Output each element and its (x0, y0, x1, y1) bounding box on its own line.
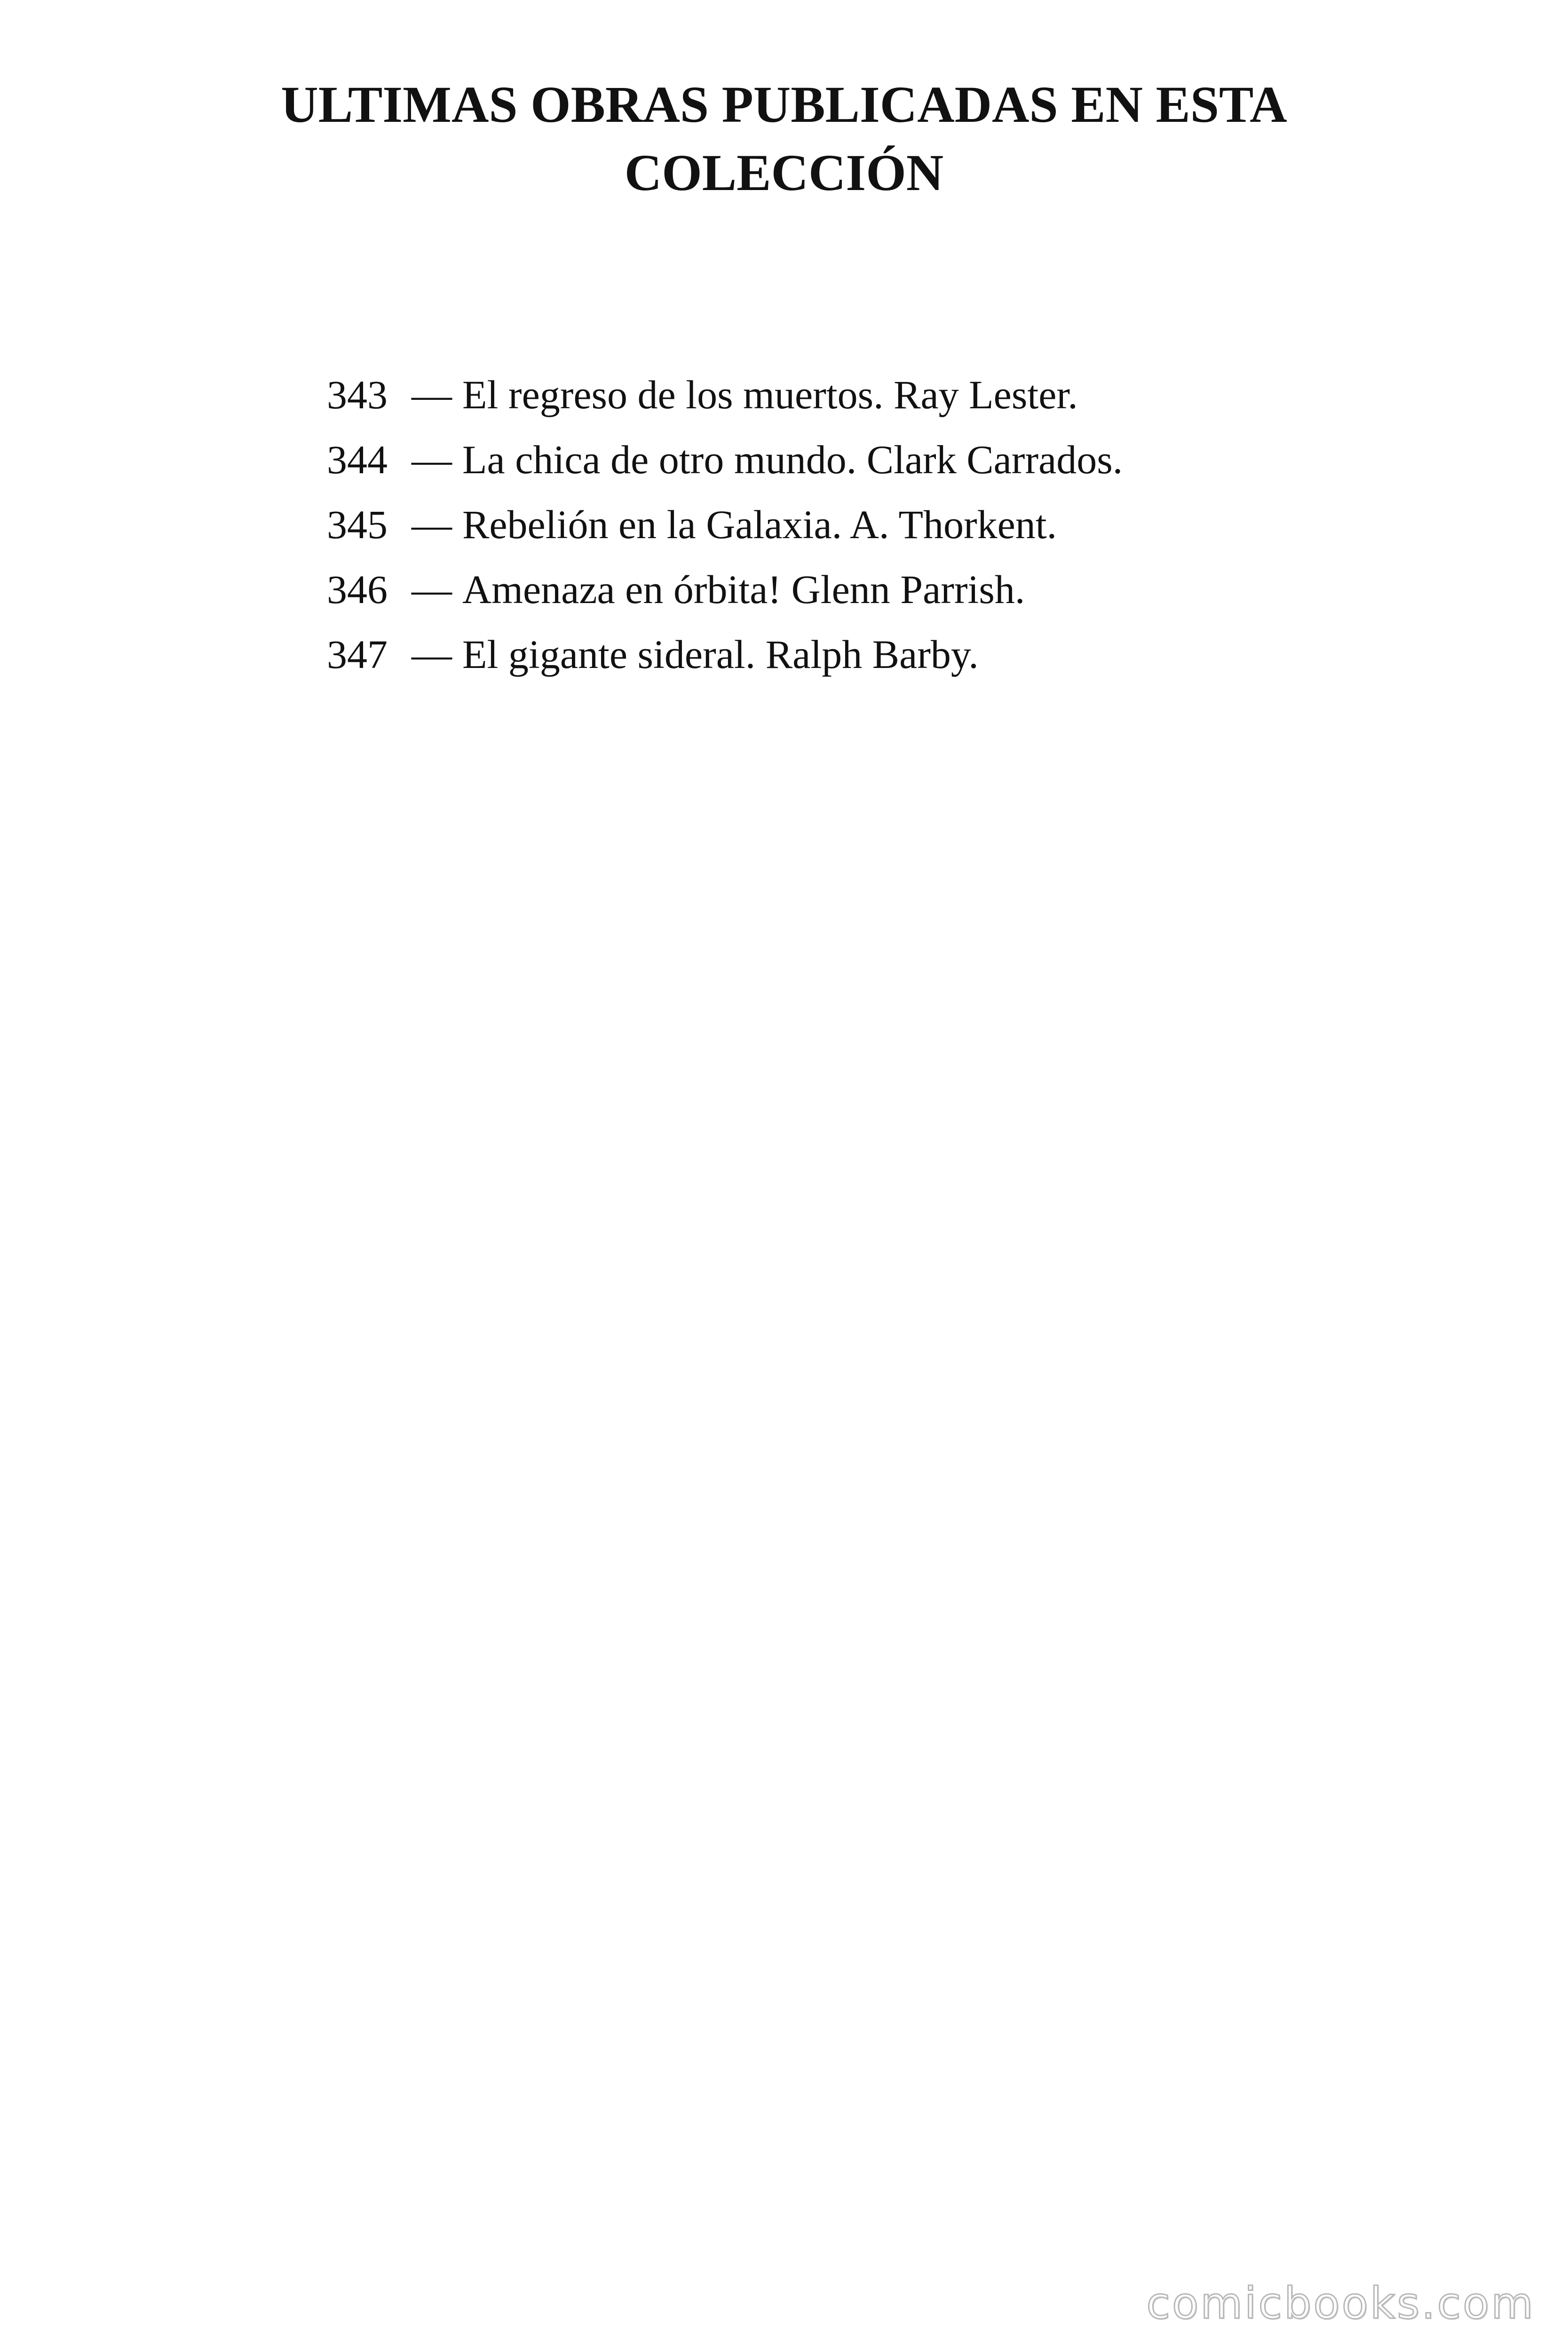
list-item (327, 557, 1123, 622)
title-line-1: ULTIMAS OBRAS PUBLICADAS EN ESTA (281, 76, 1287, 133)
entry-dash: — (412, 437, 452, 482)
entry-number: 343 (327, 372, 388, 417)
title-line-2: COLECCIÓN (624, 144, 944, 201)
entry-title-author: Rebelión en la Galaxia. A. Thorkent. (462, 502, 1057, 547)
entry-title-author: Amenaza en órbita! Glenn Parrish. (462, 567, 1025, 612)
publication-list (327, 362, 1123, 687)
entry-dash: — (412, 567, 452, 612)
entry-number: 344 (327, 437, 388, 482)
list-item (327, 362, 1123, 427)
entry-dash: — (412, 502, 452, 547)
list-item (327, 427, 1123, 492)
entry-dash: — (412, 632, 452, 677)
entry-number: 347 (327, 632, 388, 677)
entry-title-author: La chica de otro mundo. Clark Carrados. (462, 437, 1123, 482)
list-item (327, 492, 1123, 557)
entry-title-author: El regreso de los muertos. Ray Lester. (462, 372, 1078, 417)
list-item (327, 622, 1123, 687)
page-title (141, 71, 1427, 207)
watermark: comicbooks.com (1146, 2278, 1535, 2328)
entry-dash: — (412, 372, 452, 417)
entry-title-author: El gigante sideral. Ralph Barby. (462, 632, 979, 677)
entry-number: 346 (327, 567, 388, 612)
entry-number: 345 (327, 502, 388, 547)
